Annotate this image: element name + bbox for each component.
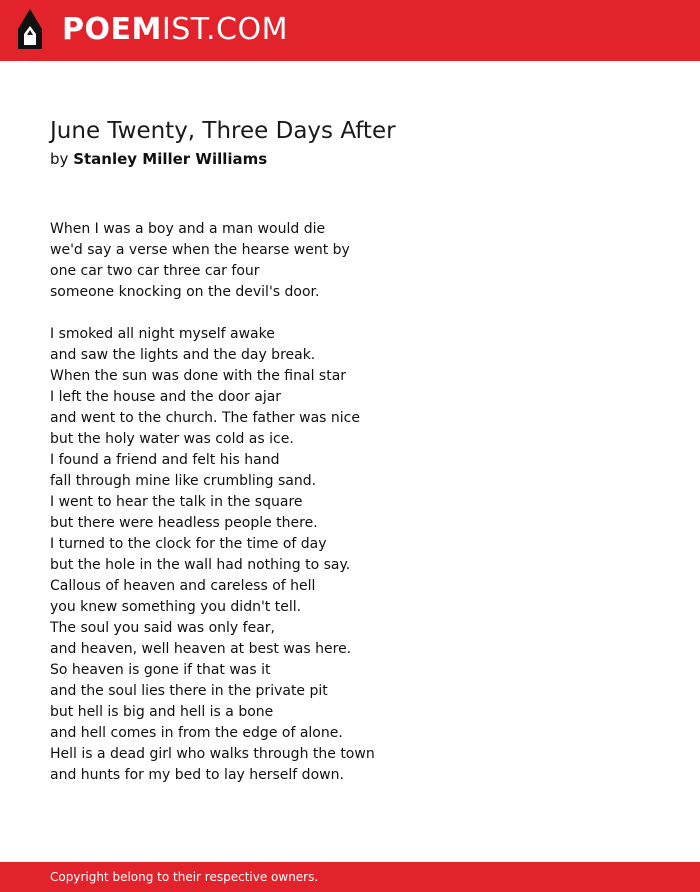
poem-line: but hell is big and hell is a bone [50,704,274,720]
site-logo[interactable] [62,12,288,48]
poem-line: we'd say a verse when the hearse went by [50,242,350,258]
poem-line: and hunts for my bed to lay herself down. [50,767,344,783]
poem-title: June Twenty, Three Days After [50,118,396,144]
copyright-notice: Copyright belong to their respective owners. [50,870,319,884]
poem-line: fall through mine like crumbling sand. [50,473,317,489]
poem-line: I smoked all night myself awake [50,326,275,342]
poem-line: Hell is a dead girl who walks through the town [50,746,375,762]
pencil-tip-icon[interactable] [18,9,42,51]
poem-line: The soul you said was only fear, [50,620,275,636]
poem-body [50,219,375,807]
poem-line: When the sun was done with the final star [50,368,347,384]
byline [50,149,267,169]
poem-line: one car two car three car four [50,263,260,279]
poem-line: and the soul lies there in the private pit [50,683,328,699]
site-footer [0,862,700,892]
poem-line: I left the house and the door ajar [50,389,282,405]
poem-line: someone knocking on the devil's door. [50,284,320,300]
poem-line: and went to the church. The father was nice [50,410,360,426]
poem-line: and hell comes in from the edge of alone. [50,725,343,741]
poem-line: you knew something you didn't tell. [50,599,302,615]
poem-line: but there were headless people there. [50,515,318,531]
poem-stanza [50,219,375,303]
logo-text-strong: POEM [62,12,162,47]
poem-line: Callous of heaven and careless of hell [50,578,316,594]
poem-line: but the holy water was cold as ice. [50,431,294,447]
poem-line: I turned to the clock for the time of day [50,536,327,552]
poem-stanza [50,324,375,786]
poem-line: So heaven is gone if that was it [50,662,271,678]
poem-line: but the hole in the wall had nothing to say. [50,557,351,573]
logo-text-light: IST.COM [161,12,288,47]
author-name: Stanley Miller Williams [73,150,268,168]
poem-line: and heaven, well heaven at best was here. [50,641,352,657]
poem-line: I found a friend and felt his hand [50,452,280,468]
poem-line: and saw the lights and the day break. [50,347,316,363]
poem-line: I went to hear the talk in the square [50,494,303,510]
site-header [0,0,700,61]
byline-prefix: by [50,150,69,168]
poem-line: When I was a boy and a man would die [50,221,326,237]
